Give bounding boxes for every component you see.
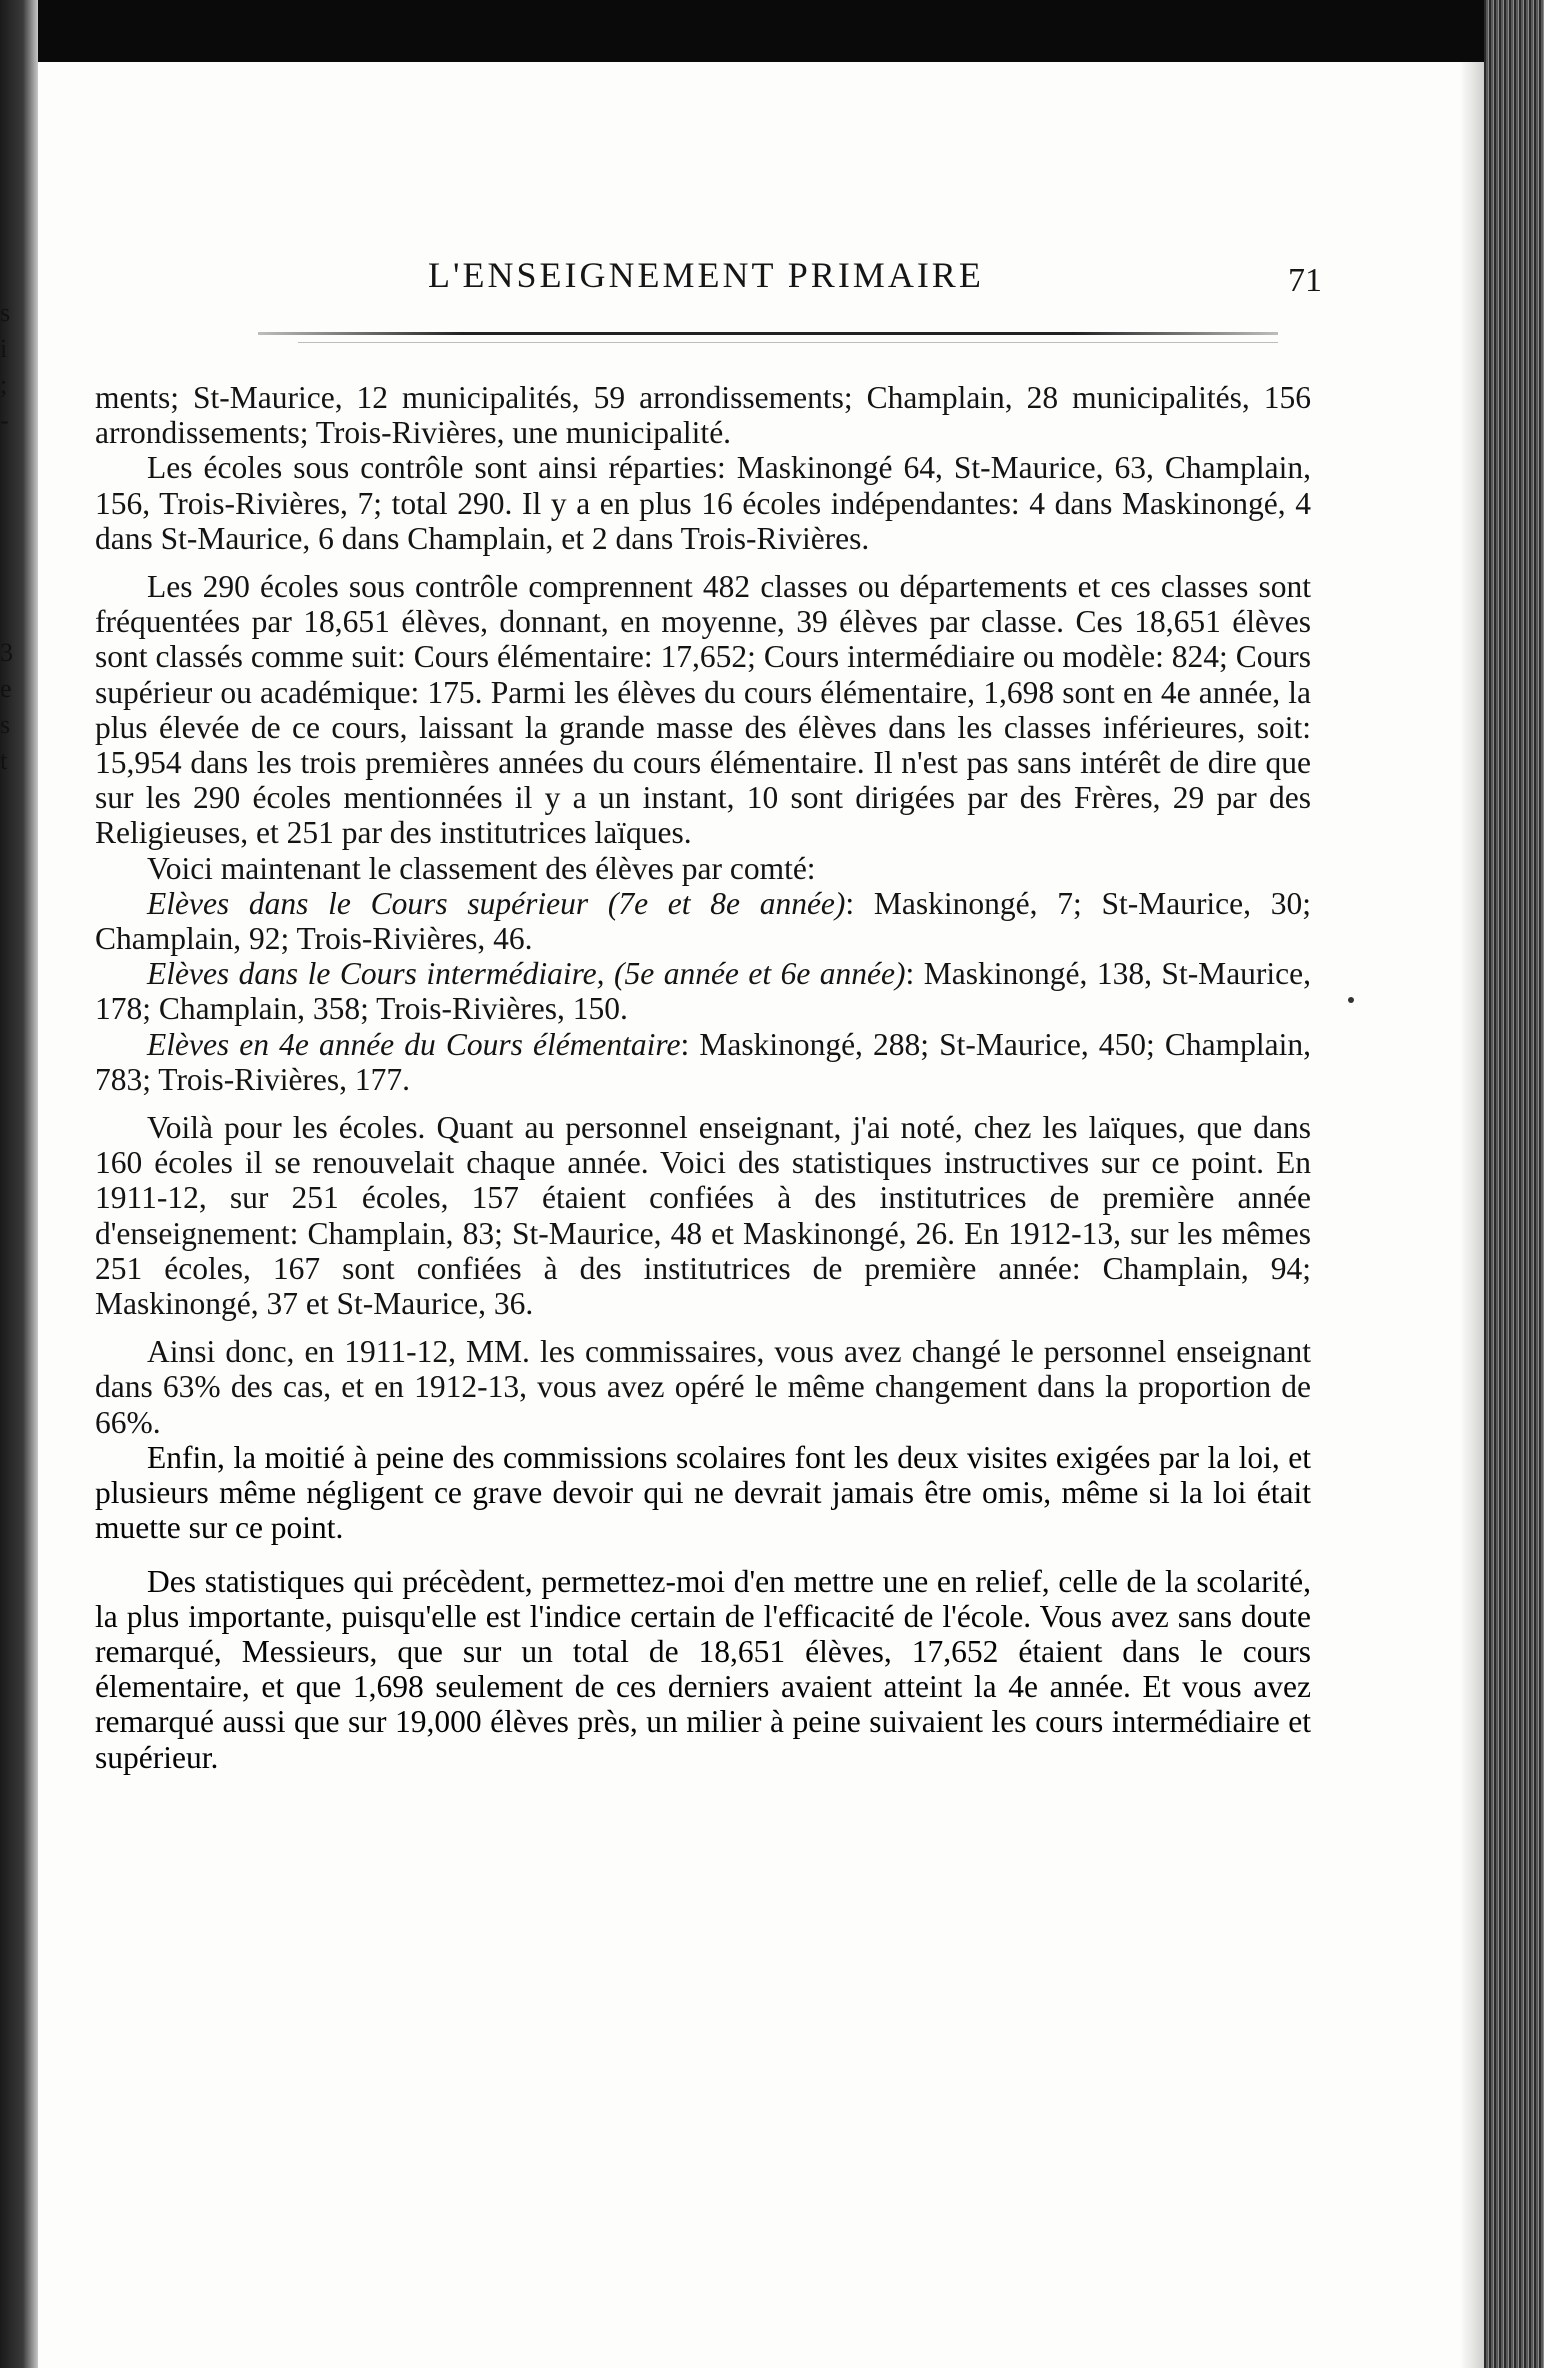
edge-fragment: s: [0, 298, 11, 327]
running-head: L'ENSEIGNEMENT PRIMAIRE: [428, 255, 984, 295]
header-rule: [258, 332, 1278, 335]
paragraph: Voilà pour les écoles. Quant au personnel enseignant, j'ai noté, chez les laïques, que dans 160 écoles il se renouvelait chaque année. Voici des statistiques instructives sur ce point. En 1911-12, sur 251 écoles, 157 étaient confiées à des institutrices de première année d'enseignement: Champlain, 83; St-Maurice, 48 et Maskinongé, 26. En 1912-13, sur les mêmes 251 écoles, 167 sont confiées à des institutrices de première année: Champlain, 94; Maskinongé, 37 et St-Maurice, 36.: [95, 1110, 1311, 1322]
paragraph: Des statistiques qui précèdent, permettez-moi d'en mettre une en relief, celle de la scolarité, la plus importante, puisqu'elle est l'indice certain de l'efficacité de l'école. Vous avez sans doute remarqué, Messieurs, que sur un total de 18,651 élèves, 17,652 étaient dans le cours élementaire, et que 1,698 seulement de ces derniers avaient atteint la 4e année. Et vous avez remarqué aussi que sur 19,000 élèves près, un milier à peine suivaient les cours intermédiaire et supérieur.: [95, 1563, 1311, 1775]
classement-text: : Maskinongé, 138, St-Maurice, 178; Champlain, 358; Trois-Rivières, 150.: [95, 956, 1311, 1027]
classement-text: : Maskinongé, 288; St-Maurice, 450; Champlain, 783; Trois-Rivières, 177.: [95, 1026, 1311, 1097]
ink-speck: [1348, 997, 1354, 1003]
paragraph: Enfin, la moitié à peine des commissions scolaires font les deux visites exigées par la loi, et plusieurs même négligent ce grave devoir qui ne devrait jamais être omis, même si la loi était muette sur ce point.: [95, 1439, 1311, 1546]
classement-label: Elèves dans le Cours intermédiaire, (5e année et 6e année): [147, 956, 906, 992]
classement-label: Elèves en 4e année du Cours élémentaire: [147, 1026, 681, 1062]
classement-text: : Maskinongé, 7; St-Maurice, 30; Champlain, 92; Trois-Rivières, 46.: [95, 885, 1311, 957]
classement-label: Elèves dans le Cours supérieur (7e et 8e année): [147, 885, 846, 921]
paragraph: Les 290 écoles sous contrôle comprennent 482 classes ou départements et ces classes sont fréquentées par 18,651 élèves, donnant, en moyenne, 39 élèves par classe. Ces 18,651 élèves sont classés comme suit: Cours élémentaire: 17,652; Cours intermédiaire ou modèle: 824; Cours supérieur ou académique: 175. Parmi les élèves du cours élémentaire, 1,698 sont en 4e année, la plus élevée de ce cours, laissant la grande masse des élèves dans les classes inférieures, soit: 15,954 dans les trois premières années du cours élémentaire. Il n'est pas sans intérêt de dire que sur les 290 écoles mentionnées il y a un instant, 10 sont dirigées par des Frères, 29 par des Religieuses, et 251 par des institutrices laïques.: [95, 569, 1311, 851]
header-rule-thin: [298, 342, 1278, 343]
gutter-shadow: [1460, 62, 1484, 2368]
edge-fragment: -: [0, 406, 9, 435]
edge-fragment: e: [0, 674, 12, 703]
edge-fragment: 3: [0, 638, 13, 667]
edge-fragment: t: [0, 746, 8, 775]
paragraph: ments; St-Maurice, 12 municipalités, 59 arrondissements; Champlain, 28 municipalités, 156 arrondissements; Trois-Rivières, une municipalité.: [95, 380, 1311, 451]
page-number: 71: [1288, 262, 1322, 299]
classement-item: [95, 1027, 1311, 1097]
edge-fragment: ;: [0, 370, 8, 399]
book-block-edge: [1484, 0, 1544, 2368]
paragraph: Les écoles sous contrôle sont ainsi réparties: Maskinongé 64, St-Maurice, 63, Champlain, 156, Trois-Rivières, 7; total 290. Il y a en plus 16 écoles indépendantes: 4 dans Maskinongé, 4 dans St-Maurice, 6 dans Champlain, et 2 dans Trois-Rivières.: [95, 450, 1311, 556]
edge-fragment: i: [0, 334, 8, 363]
book-page: [38, 62, 1484, 2368]
page-header: [108, 198, 1338, 299]
edge-fragment: s: [0, 710, 11, 739]
paragraph: Voici maintenant le classement des élèves par comté:: [147, 850, 816, 886]
classement-item: [95, 886, 1311, 956]
classement-item: [95, 956, 1311, 1026]
body-text: [95, 380, 1311, 1775]
paragraph: Ainsi donc, en 1911-12, MM. les commissaires, vous avez changé le personnel enseignant dans 63% des cas, et en 1912-13, vous avez opéré le même changement dans la proportion de 66%.: [95, 1334, 1311, 1440]
